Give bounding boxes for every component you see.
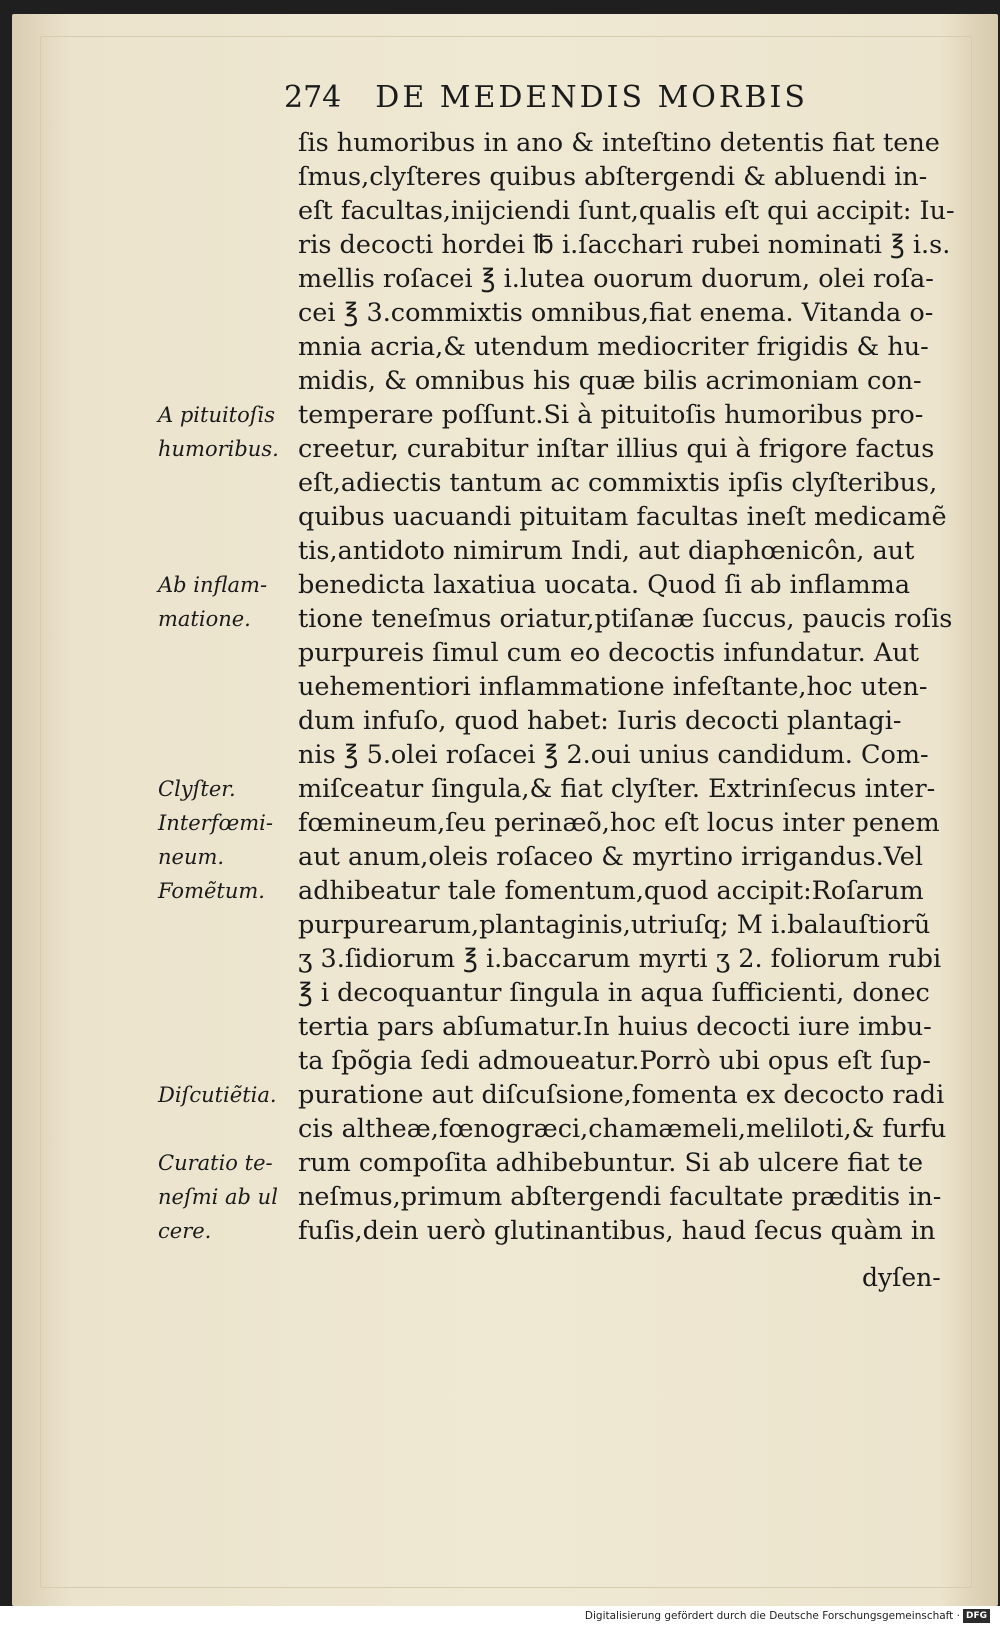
text-line: uehementiori inflammatione infeſtante,hoc uten- <box>298 672 928 702</box>
text-line: eſt facultas,inijciendi ſunt,qualis eſt qui accipit: Iu- <box>298 196 955 226</box>
margin-note-clyster <box>158 772 298 806</box>
text-line: cei ℥ 3.commixtis omnibus,fiat enema. Vitanda o- <box>298 298 934 328</box>
margin-note-interfoemineum <box>158 806 298 874</box>
margin-note-line: neum. <box>158 845 225 869</box>
text-line: tertia pars abſumatur.In huius decocti iure imbu- <box>298 1012 932 1042</box>
text-line: dum infuſo, quod habet: Iuris decocti plantagi- <box>298 706 902 736</box>
text-line: mnia acria,& utendum mediocriter frigidis & hu- <box>298 332 929 362</box>
margin-note-fomentum <box>158 874 298 908</box>
text-line: rum compoſita adhibebuntur. Si ab ulcere fiat te <box>298 1148 924 1178</box>
text-line: midis, & omnibus his quæ bilis acrimoniam con- <box>298 366 922 396</box>
margin-note-line: matione. <box>158 607 251 631</box>
margin-note-discutientia <box>158 1078 298 1112</box>
text-line: ℥ i decoquantur ſingula in aqua ſufficienti, donec <box>298 978 930 1008</box>
margin-note-inflammatione <box>158 568 298 636</box>
margin-note-line: A pituitoſis <box>158 403 276 427</box>
margin-note-line: neſmi ab ul <box>158 1185 278 1209</box>
body-text <box>298 126 960 1248</box>
page-number: 274 <box>284 80 342 115</box>
text-line: tione teneſmus oriatur,ptiſanæ ſuccus, paucis roſis <box>298 604 953 634</box>
text-line: fœmineum,ſeu perinæõ,hoc eſt locus inter penem <box>298 808 940 838</box>
text-line: neſmus,primum abſtergendi facultate præditis in- <box>298 1182 942 1212</box>
margin-note-line: cere. <box>158 1219 212 1243</box>
digitization-footer <box>0 1606 1000 1627</box>
margin-note-line: Curatio te- <box>158 1151 273 1175</box>
text-line: nis ℥ 5.olei roſacei ℥ 2.oui unius candidum. Com- <box>298 740 929 770</box>
text-line: miſceatur ſingula,& fiat clyſter. Extrinſecus inter- <box>298 774 936 804</box>
text-line: tis,antidoto nimirum Indi, aut diaphœnicôn, aut <box>298 536 915 566</box>
text-line: quibus uacuandi pituitam facultas ineſt medicamẽ <box>298 502 947 532</box>
text-line: creetur, curabitur inſtar illius qui à frigore factus <box>298 434 935 464</box>
text-line: ʒ 3.ſidiorum ℥ i.baccarum myrti ʒ 2. foliorum rubi <box>298 944 942 974</box>
margin-note-curatio <box>158 1146 298 1248</box>
text-line: purpureis ſimul cum eo decoctis infundatur. Aut <box>298 638 919 668</box>
margin-note-line: Interfœmi- <box>158 811 273 835</box>
margin-note-pituitosis <box>158 398 298 466</box>
text-line: ſis humoribus in ano & inteſtino detentis fiat tene <box>298 128 940 158</box>
margin-note-line: Diſcutiẽtia. <box>158 1083 277 1107</box>
text-line: eſt,adiectis tantum ac commixtis ipſis clyſteribus, <box>298 468 938 498</box>
text-line: benedicta laxatiua uocata. Quod ſi ab inflamma <box>298 570 911 600</box>
text-line: aut anum,oleis roſaceo & myrtino irrigandus.Vel <box>298 842 924 872</box>
text-line: purpurearum,plantaginis,utriuſq; M i.balauſtiorũ <box>298 910 931 940</box>
text-line: adhibeatur tale fomentum,quod accipit:Roſarum <box>298 876 924 906</box>
text-line: fuſis,dein uerò glutinantibus, haud ſecus quàm in <box>298 1216 936 1246</box>
text-line: ſmus,clyſteres quibus abſtergendi & abluendi in- <box>298 162 928 192</box>
margin-note-line: humoribus. <box>158 437 279 461</box>
margin-note-line: Fomẽtum. <box>158 879 265 903</box>
running-head <box>284 80 808 115</box>
text-line: temperare poſſunt.Si à pituitoſis humoribus pro- <box>298 400 924 430</box>
running-title: DE MEDENDIS MORBIS <box>375 80 808 115</box>
margin-note-line: Ab inflam- <box>158 573 268 597</box>
footer-text: Digitalisierung gefördert durch die Deutsche Forschungsgemeinschaft · <box>584 1610 960 1622</box>
text-line: mellis roſacei ℥ i.lutea ouorum duorum, olei roſa- <box>298 264 934 294</box>
text-line: puratione aut diſcuſsione,fomenta ex decocto radi <box>298 1080 945 1110</box>
dfg-logo-icon: DFG <box>963 1609 990 1623</box>
catchword: dyſen- <box>862 1263 941 1292</box>
text-line: ris decocti hordei ℔ i.ſacchari rubei nominati ℥ i.s. <box>298 230 951 260</box>
text-line: ta ſpõgia ſedi admoueatur.Porrò ubi opus eſt ſup- <box>298 1046 931 1076</box>
text-line: cis altheæ,fœnogræci,chamæmeli,meliloti,& furfu <box>298 1114 947 1144</box>
margin-note-line: Clyſter. <box>158 777 236 801</box>
